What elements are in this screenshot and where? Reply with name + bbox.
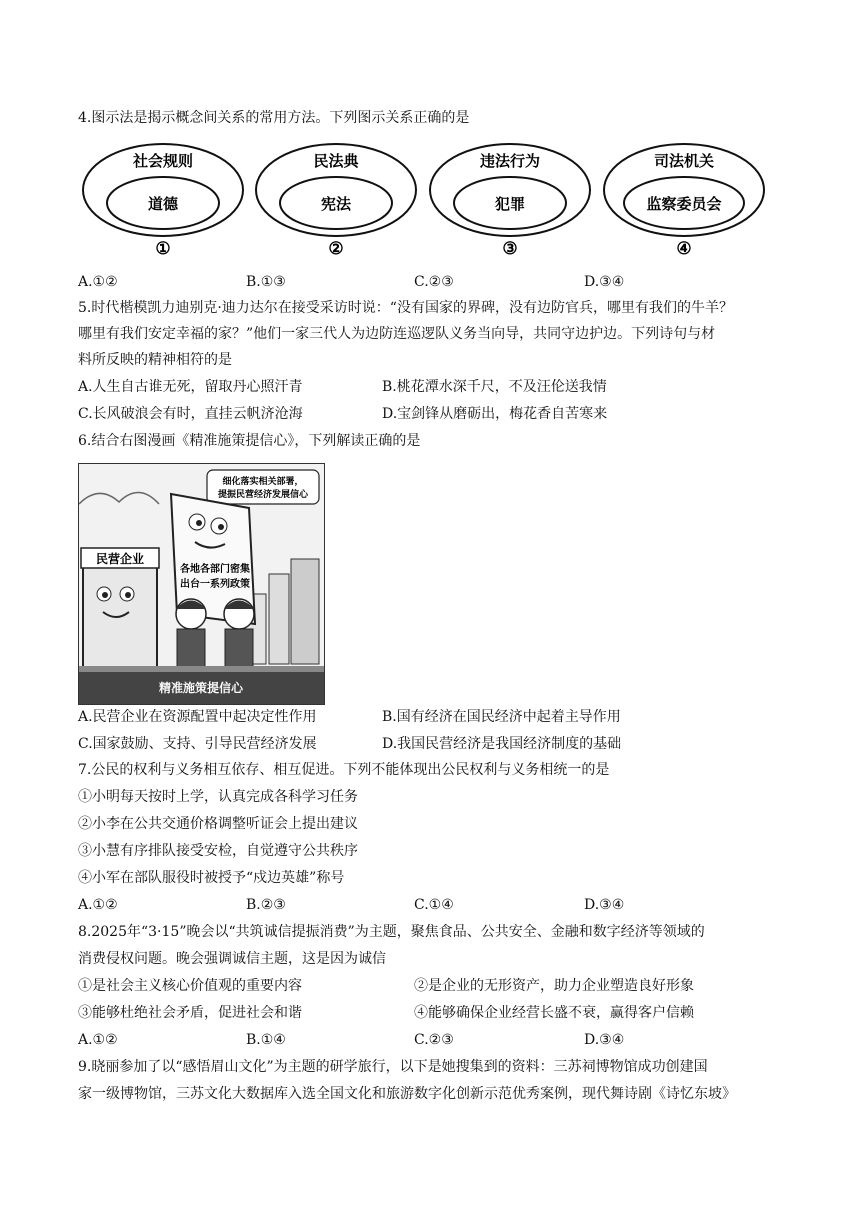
- comic-book-line-1: 各地各部门密集: [180, 564, 250, 575]
- q7-option-c: C.①④: [414, 897, 454, 913]
- comic-bubble-line-2: 提振民营经济发展信心: [217, 490, 309, 500]
- q8-item-2: ②是企业的无形资产，助力企业塑造良好形象: [414, 978, 694, 994]
- q4-diagrams: [78, 138, 778, 260]
- comic-image: [78, 463, 325, 705]
- diagram-4-outer: 司法机关: [653, 152, 715, 170]
- q7-option-a: A.①②: [78, 897, 118, 913]
- diagram-1-num: ①: [155, 239, 171, 259]
- q8-line-1: 8.2025年“3·15”晚会以“共筑诚信提振消费”为主题，聚焦食品、公共安全、金融和数字经济等领域的: [78, 924, 705, 940]
- diagram-3-num: ③: [502, 239, 518, 259]
- q8-item-1: ①是社会主义核心价值观的重要内容: [78, 978, 302, 994]
- diagram-2: [256, 144, 416, 259]
- q6-option-b: B.国有经济在国民经济中起着主导作用: [382, 709, 621, 725]
- comic-building-sign: 民营企业: [95, 552, 145, 566]
- diagram-3-outer: 违法行为: [479, 152, 541, 170]
- comic-caption: 精准施策提信心: [158, 681, 244, 695]
- q8-item-4: ④能够确保企业经营长盛不衰，赢得客户信赖: [414, 1005, 694, 1021]
- q8-option-c: C.②③: [414, 1032, 454, 1048]
- q4-option-d: D.③④: [584, 274, 625, 290]
- q6-option-a: A.民营企业在资源配置中起决定性作用: [78, 709, 317, 725]
- q4-option-c: C.②③: [414, 274, 454, 290]
- diagram-1-inner: 道德: [147, 195, 179, 213]
- q7-item-4: ④小军在部队服役时被授予“戍边英雄”称号: [78, 870, 345, 886]
- q5-line-2: 哪里有我们安定幸福的家？”他们一家三代人为边防连巡逻队义务当向导，共同守边护边。下列诗句与材: [78, 326, 716, 342]
- diagram-3-inner: 犯罪: [494, 195, 526, 213]
- q4-option-a: A.①②: [78, 274, 118, 290]
- q9-line-1: 9.晓丽参加了以“感悟眉山文化”为主题的研学旅行，以下是她搜集到的资料：三苏祠博物馆成功创建国: [78, 1059, 708, 1075]
- diagram-3: [430, 144, 590, 259]
- diagram-1-outer: 社会规则: [132, 152, 194, 170]
- q4-option-b: B.①③: [246, 274, 286, 290]
- q7-stem: 7.公民的权利与义务相互依存、相互促进。下列不能体现出公民权利与义务相统一的是: [78, 762, 610, 778]
- diagram-2-inner: 宪法: [320, 195, 352, 213]
- diagram-4: [604, 144, 764, 259]
- q7-option-d: D.③④: [584, 897, 625, 913]
- diagram-4-num: ④: [676, 239, 692, 259]
- diagram-2-num: ②: [328, 239, 344, 259]
- diagram-4-inner: 监察委员会: [646, 195, 722, 213]
- q8-option-d: D.③④: [584, 1032, 625, 1048]
- comic-drawing: [79, 464, 324, 704]
- q6-option-d: D.我国民营经济是我国经济制度的基础: [382, 736, 622, 752]
- q5-line-1: 5.时代楷模凯力迪别克·迪力达尔在接受采访时说：“没有国家的界碑，没有边防官兵，哪里有我们的牛羊？: [78, 300, 733, 316]
- q7-item-2: ②小李在公共交通价格调整听证会上提出建议: [78, 816, 358, 832]
- comic-bubble-line-1: 细化落实相关部署，: [222, 477, 304, 487]
- q4-stem: 4.图示法是揭示概念间关系的常用方法。下列图示关系正确的是: [78, 110, 470, 126]
- q7-option-b: B.②③: [246, 897, 286, 913]
- q5-option-b: B.桃花潭水深千尺，不及汪伦送我情: [382, 379, 607, 395]
- q8-line-2: 消费侵权问题。晚会强调诚信主题，这是因为诚信: [78, 951, 386, 967]
- q7-item-1: ①小明每天按时上学，认真完成各科学习任务: [78, 789, 358, 805]
- q6-option-c: C.国家鼓励、支持、引导民营经济发展: [78, 736, 317, 752]
- q5-option-a: A.人生自古谁无死，留取丹心照汗青: [78, 379, 303, 395]
- diagram-2-outer: 民法典: [313, 152, 359, 170]
- q6-stem: 6.结合右图漫画《精准施策提信心》，下列解读正确的是: [78, 433, 421, 449]
- q8-item-3: ③能够杜绝社会矛盾，促进社会和谐: [78, 1005, 302, 1021]
- q8-option-b: B.①④: [246, 1032, 286, 1048]
- comic-book-line-2: 出台一系列政策: [180, 579, 250, 590]
- q8-option-a: A.①②: [78, 1032, 118, 1048]
- q5-line-3: 料所反映的精神相符的是: [78, 352, 232, 368]
- q7-item-3: ③小慧有序排队接受安检，自觉遵守公共秩序: [78, 843, 358, 859]
- q5-option-c: C.长风破浪会有时，直挂云帆济沧海: [78, 406, 303, 422]
- q5-option-d: D.宝剑锋从磨砺出，梅花香自苦寒来: [382, 406, 608, 422]
- q9-line-2: 家一级博物馆，三苏文化大数据库入选全国文化和旅游数字化创新示范优秀案例，现代舞诗剧《诗忆东坡》: [78, 1086, 736, 1102]
- diagram-1: [83, 144, 243, 259]
